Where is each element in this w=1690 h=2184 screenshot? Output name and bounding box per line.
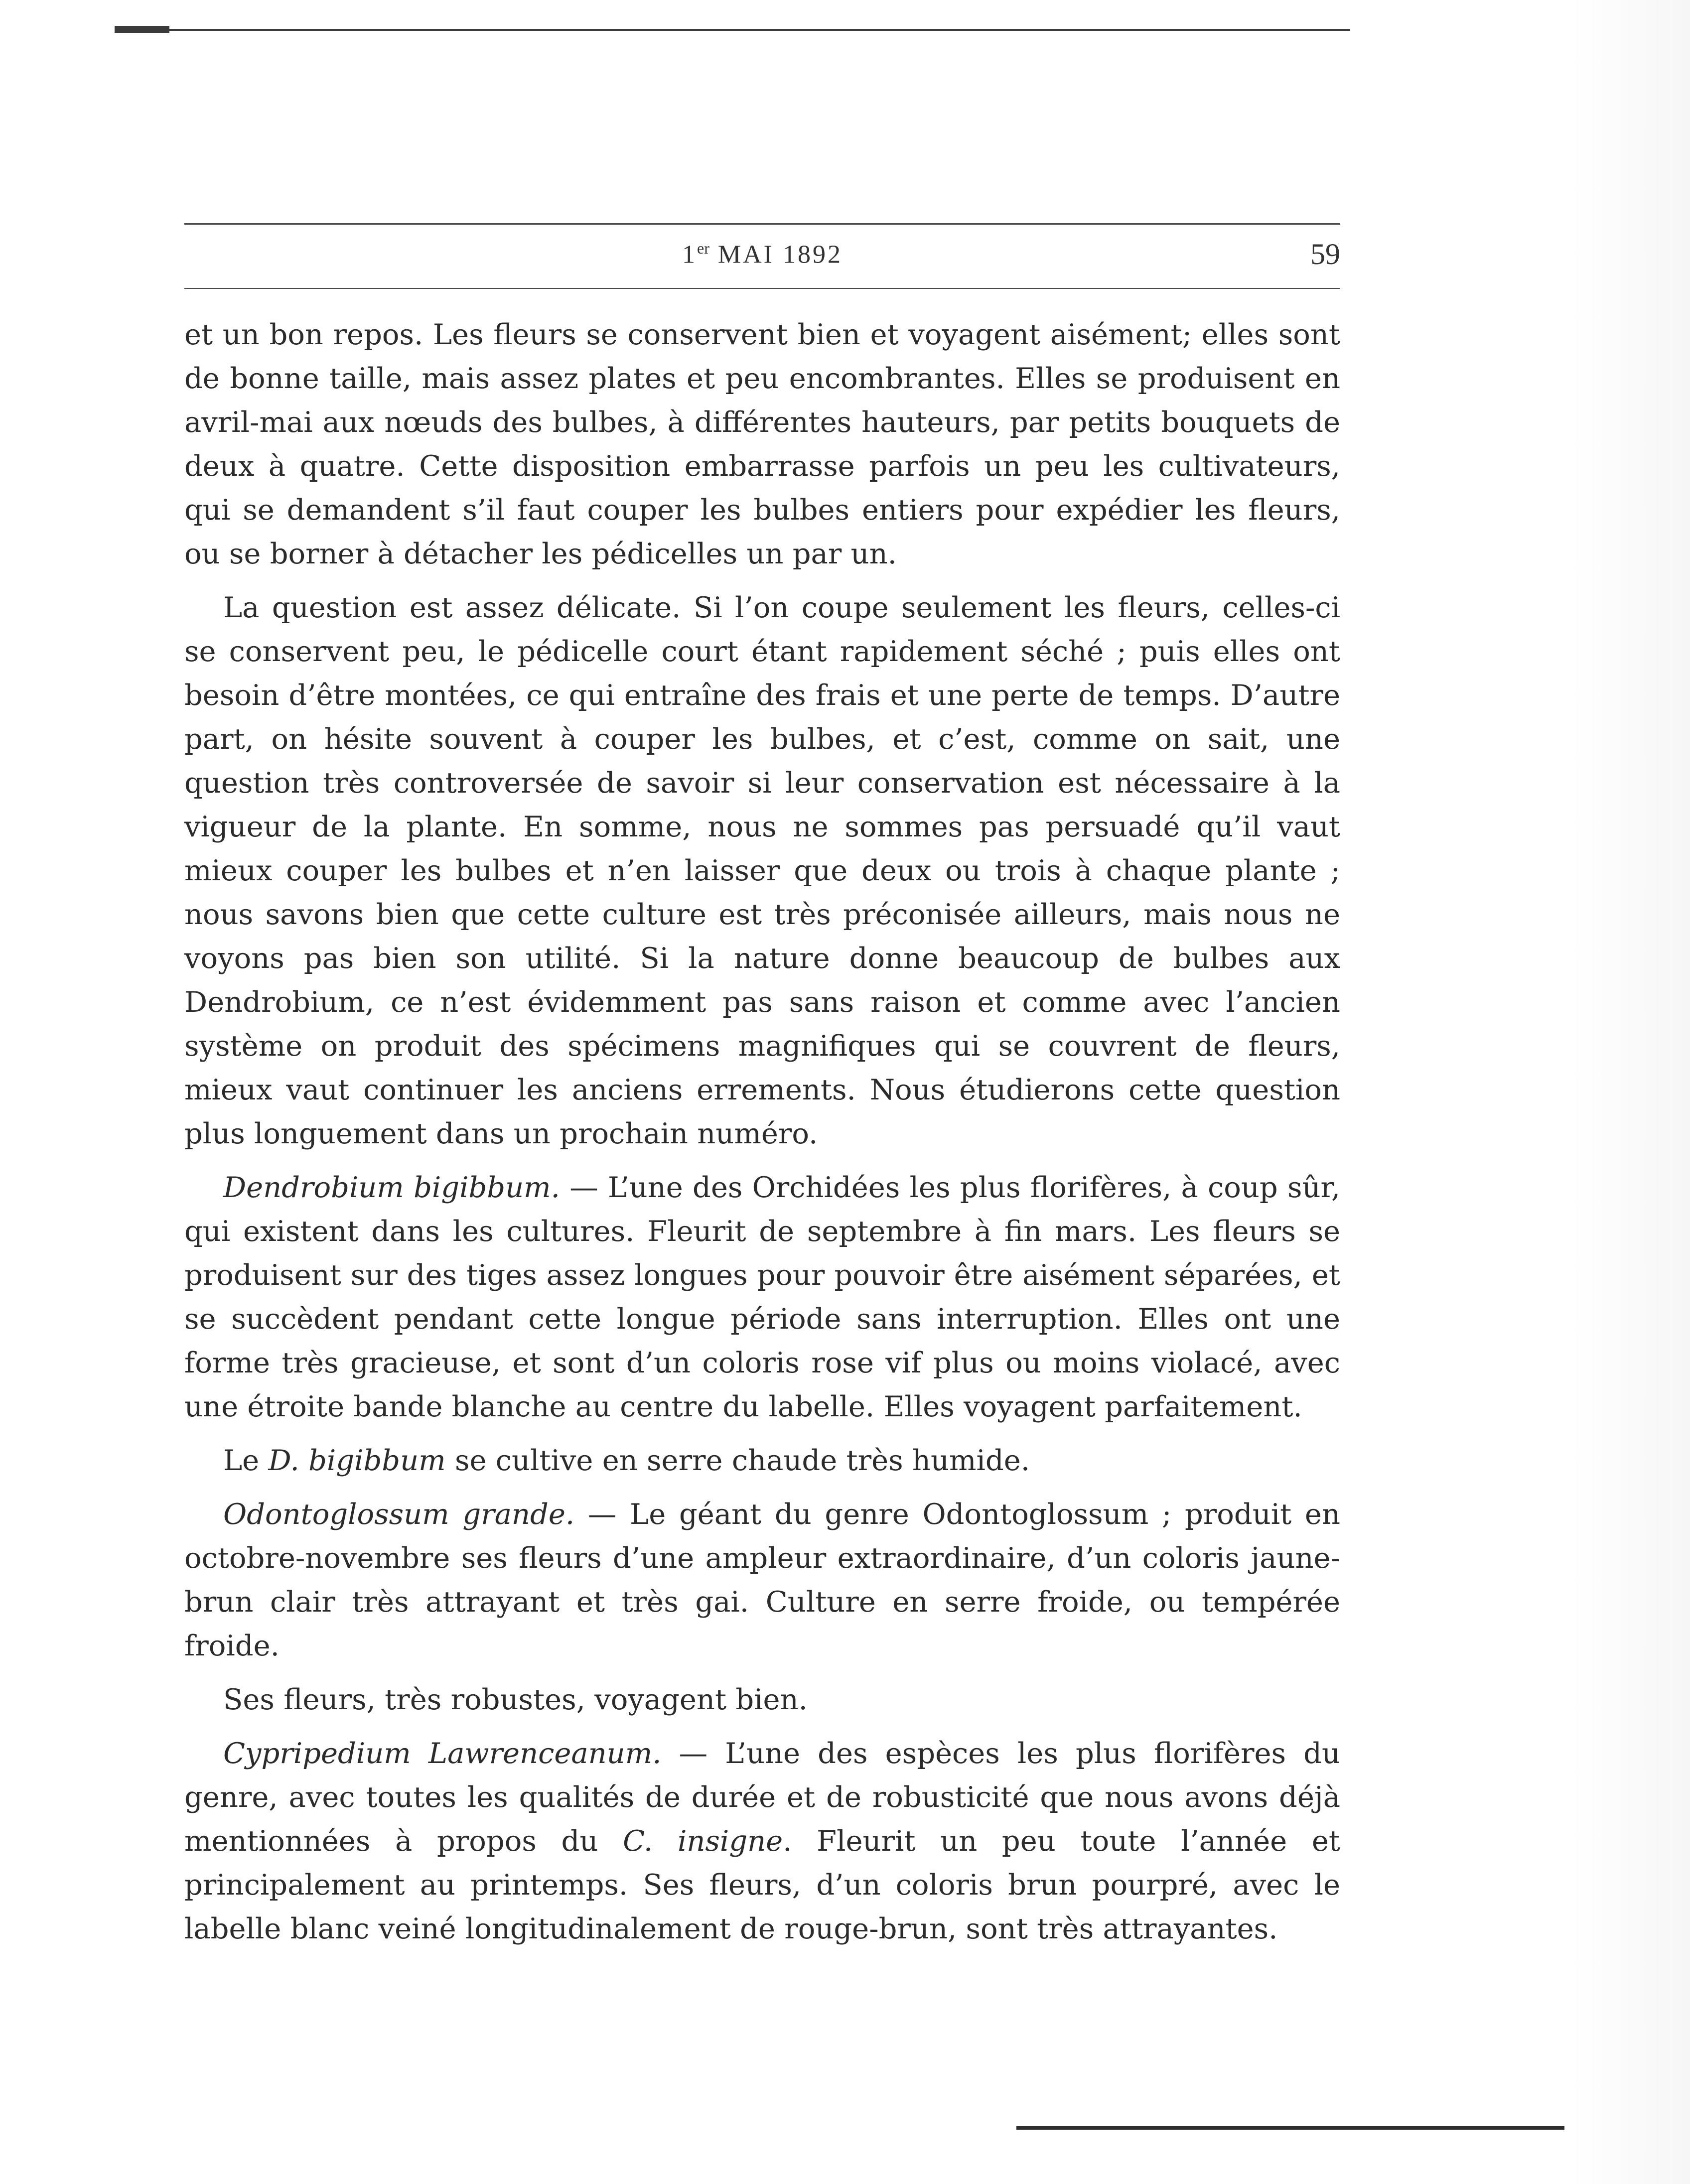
page-number: 59: [1310, 238, 1340, 271]
date-rest: MAI 1892: [709, 240, 843, 269]
paragraph-6-text: Ses fleurs, très robustes, voyagent bien.: [223, 1683, 808, 1716]
paragraph-7-text-b: . Fleurit un peu toute l’année et principalement au printemps. Ses fleurs, d’un coloris brun pourpré, avec le labelle blanc veiné longitudinalement de rouge-brun, sont très attrayantes.: [184, 1824, 1340, 1945]
paragraph-4-text-a: Le: [223, 1444, 269, 1477]
paragraph-2-text: La question est assez délicate. Si l’on coupe seulement les fleurs, celles-ci se conservent peu, le pédicelle court étant rapidement séché ; puis elles ont besoin d’être montées, ce qui entraîne des frais et une perte de temps. D’autre part, on hésite souvent à couper les bulbes, et c’est, comme on sait, une question très controversée de savoir si leur conservation est nécessaire à la vigueur de la plante. En somme, nous ne sommes pas persuadé qu’il vaut mieux couper les bulbes et n’en laisser que deux ou trois à chaque plante ; nous savons bien que cette culture est très préconisée ailleurs, mais nous ne voyons pas bien son utilité. Si la nature donne beaucoup de bulbes aux Dendrobium, ce n’est évidemment pas sans raison et comme avec l’ancien système on produit des spécimens magnifiques qui se couvrent de fleurs, mieux vaut continuer les anciens errements. Nous étudierons cette question plus longuement dans un prochain numéro.: [184, 591, 1340, 1150]
species-name-c-insigne: C. insigne: [623, 1824, 783, 1858]
scan-shadow: [1570, 0, 1690, 2184]
running-title-date: [184, 239, 1340, 269]
paragraph-4-text-b: se cultive en serre chaude très humide.: [445, 1444, 1030, 1477]
paragraph-7-text-a: — L’une des espèces les plus florifères du genre, avec toutes les qualités de durée et de robusticité que nous avons déjà mentionnées à propos du: [184, 1737, 1340, 1858]
date-suffix: er: [697, 239, 709, 257]
running-head: [184, 234, 1340, 282]
paragraph-1-text: et un bon repos. Les fleurs se conservent bien et voyagent aisément; elles sont de bonne taille, mais assez plates et peu encombrantes. Elles se produisent en avril-mai aux nœuds des bulbes, à différentes hauteurs, par petits bouquets de deux à quatre. Cette disposition embarrasse parfois un peu les cultivateurs, qui se demandent s’il faut couper les bulbes entiers pour expédier les fleurs, ou se borner à détacher les pédicelles un par un.: [184, 318, 1340, 570]
paragraph-cypripedium-lawrenceanum: [184, 1732, 1340, 1951]
paragraph-1: [184, 313, 1340, 576]
species-name-dendrobium-bigibbum: Dendrobium bigibbum.: [223, 1171, 560, 1204]
paragraph-2: [184, 586, 1340, 1156]
species-name-d-bigibbum: D. bigibbum: [268, 1444, 446, 1477]
paragraph-6: [184, 1678, 1340, 1722]
scan-top-edge: [115, 29, 1350, 31]
page-body: [184, 313, 1340, 1961]
paragraph-3-text: — L’une des Orchidées les plus florifères, à coup sûr, qui existent dans les cultures. Fleurit de septembre à fin mars. Les fleurs se produisent sur des tiges assez longues pour pouvoir être aisément séparées, et se succèdent pendant cette longue période sans interruption. Elles ont une forme très gracieuse, et sont d’un coloris rose vif plus ou moins violacé, avec une étroite bande blanche au centre du labelle. Elles voyagent parfaitement.: [184, 1171, 1340, 1423]
paragraph-5-text: — Le géant du genre Odontoglossum ; produit en octobre-novembre ses fleurs d’une ampleur extraordinaire, d’un coloris jaune-brun clair très attrayant et très gai. Culture en serre froide, ou tempérée froide.: [184, 1498, 1340, 1662]
paragraph-d-bigibbum-culture: [184, 1439, 1340, 1483]
paragraph-odontoglossum-grande: [184, 1493, 1340, 1668]
species-name-cypripedium-lawrenceanum: Cypripedium Lawrenceanum.: [223, 1737, 662, 1770]
date-prefix: 1: [682, 240, 698, 269]
species-name-odontoglossum-grande: Odontoglossum grande.: [223, 1498, 575, 1531]
header-rule-bottom: [184, 288, 1340, 289]
header-rule-top: [184, 223, 1340, 225]
scan-bottom-edge: [1016, 2126, 1564, 2130]
paragraph-dendrobium-bigibbum: [184, 1166, 1340, 1429]
